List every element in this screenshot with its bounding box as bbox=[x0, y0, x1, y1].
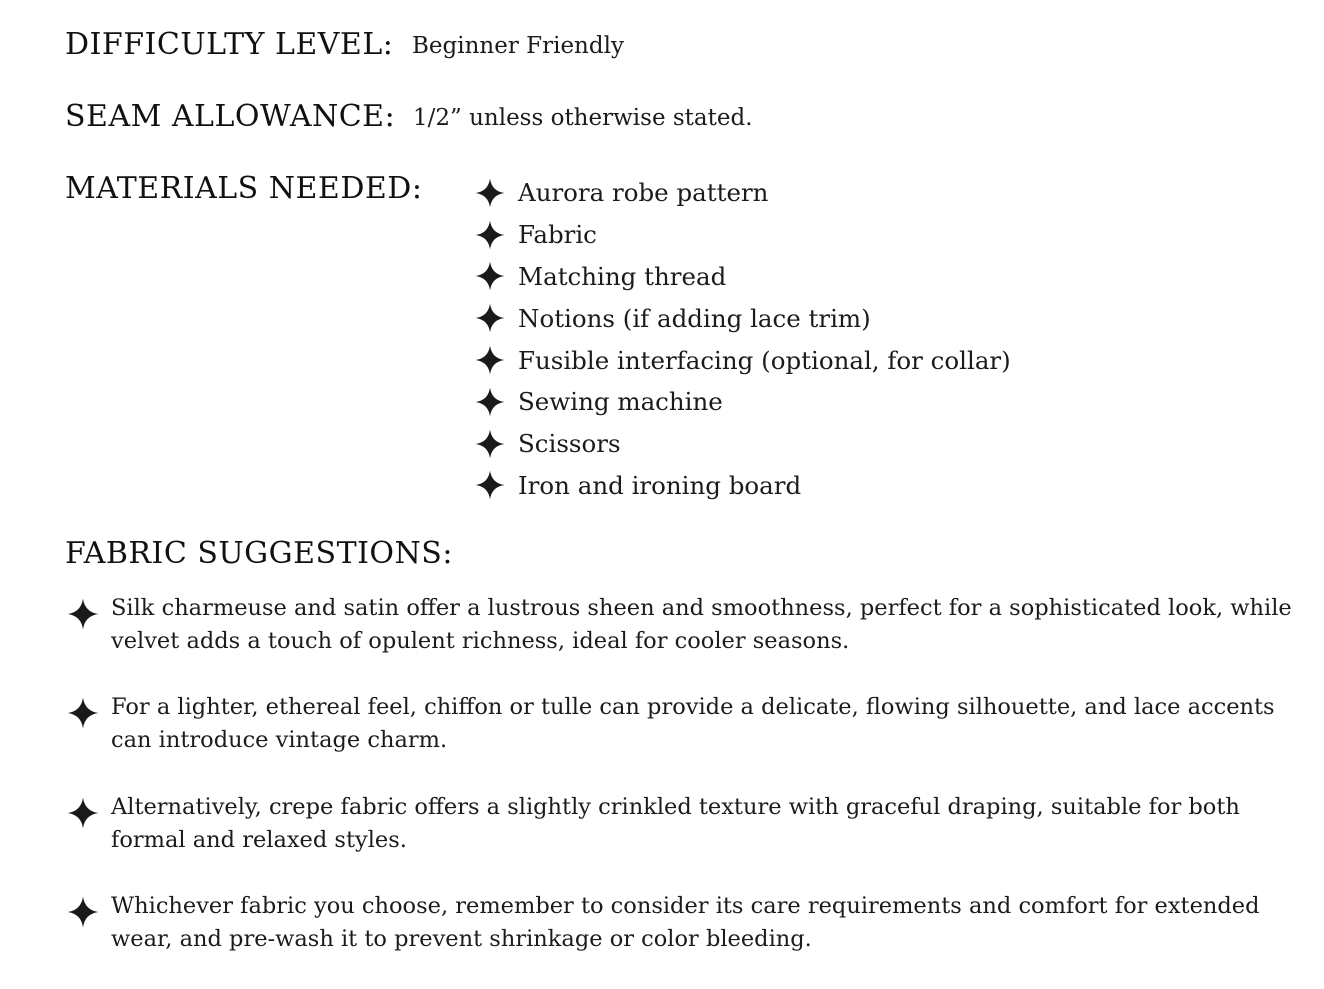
material-item bbox=[475, 381, 1011, 423]
fabric-suggestion-item bbox=[67, 890, 1297, 989]
four-point-star-icon bbox=[475, 261, 505, 291]
fabric-suggestion-item-text: Alternatively, crepe fabric offers a slightly crinkled texture with graceful draping, suitable for both formal and relaxed styles. bbox=[111, 793, 1240, 853]
fabric-suggestions-list bbox=[67, 592, 1297, 989]
fabric-suggestion-item bbox=[67, 791, 1297, 890]
four-point-star-icon bbox=[67, 797, 99, 829]
material-item-text: Scissors bbox=[518, 429, 621, 459]
material-item bbox=[475, 465, 1011, 507]
fabric-suggestion-item-text: For a lighter, ethereal feel, chiffon or tulle can provide a delicate, flowing silhouette, and lace accents can introduce vintage charm. bbox=[111, 694, 1275, 754]
difficulty-level-heading: DIFFICULTY LEVEL: bbox=[65, 27, 394, 62]
seam-allowance-heading: SEAM ALLOWANCE: bbox=[65, 99, 396, 134]
seam-allowance-value: 1/2” unless otherwise stated. bbox=[413, 105, 753, 131]
four-point-star-icon bbox=[67, 896, 99, 928]
material-item-text: Aurora robe pattern bbox=[518, 178, 769, 208]
material-item bbox=[475, 256, 1011, 298]
material-item-text: Fusible interfacing (optional, for collar) bbox=[518, 345, 1011, 375]
material-item bbox=[475, 214, 1011, 256]
materials-needed-heading: MATERIALS NEEDED: bbox=[65, 171, 423, 206]
materials-list bbox=[475, 172, 1011, 506]
fabric-suggestion-item bbox=[67, 691, 1297, 790]
material-item-text: Notions (if adding lace trim) bbox=[518, 303, 871, 333]
fabric-suggestion-item-text: Silk charmeuse and satin offer a lustrous sheen and smoothness, perfect for a sophisticated look, while velvet adds a touch of opulent richness, ideal for cooler seasons. bbox=[111, 595, 1292, 654]
material-item-text: Fabric bbox=[518, 220, 597, 250]
four-point-star-icon bbox=[67, 598, 99, 630]
fabric-suggestion-item bbox=[67, 592, 1297, 691]
four-point-star-icon bbox=[475, 303, 505, 333]
fabric-suggestion-item-text: Whichever fabric you choose, remember to consider its care requirements and comfort for extended wear, and pre-wash it to prevent shrinkage or color bleeding. bbox=[111, 892, 1260, 952]
four-point-star-icon bbox=[475, 345, 505, 375]
material-item-text: Sewing machine bbox=[518, 387, 723, 417]
material-item bbox=[475, 423, 1011, 465]
material-item bbox=[475, 297, 1011, 339]
material-item-text: Iron and ironing board bbox=[518, 470, 802, 500]
four-point-star-icon bbox=[475, 220, 505, 250]
four-point-star-icon bbox=[475, 387, 505, 417]
difficulty-level-value: Beginner Friendly bbox=[412, 33, 624, 59]
four-point-star-icon bbox=[475, 470, 505, 500]
fabric-suggestions-heading: FABRIC SUGGESTIONS: bbox=[65, 536, 453, 571]
four-point-star-icon bbox=[67, 697, 99, 729]
material-item bbox=[475, 172, 1011, 214]
four-point-star-icon bbox=[475, 429, 505, 459]
material-item-text: Matching thread bbox=[518, 261, 727, 291]
four-point-star-icon bbox=[475, 178, 505, 208]
material-item bbox=[475, 339, 1011, 381]
